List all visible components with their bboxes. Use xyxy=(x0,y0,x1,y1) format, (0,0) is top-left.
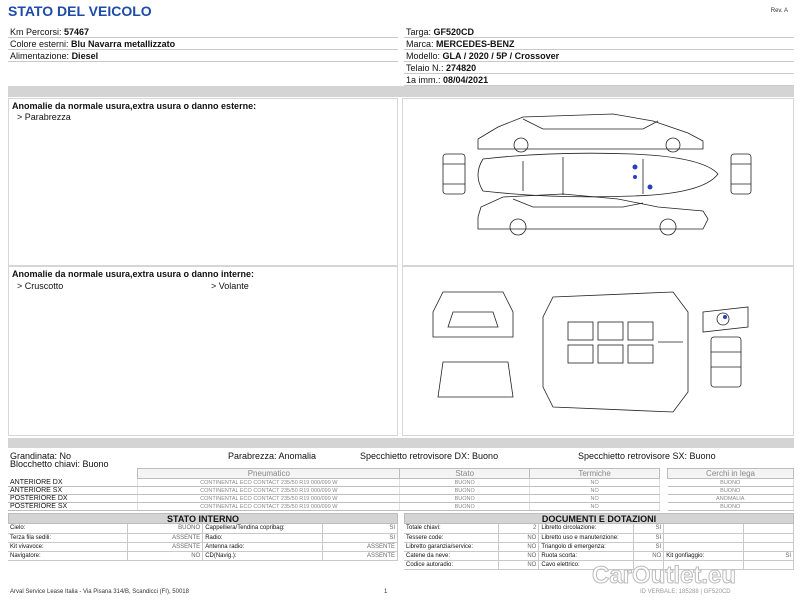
revision-label: Rev. A xyxy=(770,8,788,14)
tyre-row xyxy=(8,487,794,495)
documenti-value: SI xyxy=(744,551,794,560)
interior-rear-window-view xyxy=(438,362,513,397)
stato-interno-table xyxy=(8,524,398,561)
interno-row xyxy=(8,542,398,551)
tyre-stato: BUONO xyxy=(400,495,530,503)
interior-windshield-view xyxy=(433,292,513,337)
damage-marker xyxy=(723,315,727,319)
tyre-model: CONTINENTAL ECO CONTACT 235/50 R19 000/099 W xyxy=(138,479,400,487)
tyre-row xyxy=(8,495,794,503)
separator-bar xyxy=(8,438,794,448)
info-color: Colore esterni: Blu Navarra metallizzato xyxy=(8,38,398,50)
external-damage-panel xyxy=(8,98,398,266)
tyre-model: CONTINENTAL ECO CONTACT 235/50 R19 000/099 W xyxy=(138,487,400,495)
documenti-value: NO xyxy=(499,533,539,542)
tyre-termiche: NO xyxy=(530,495,660,503)
documenti-row xyxy=(404,533,794,542)
info-model: Modello: GLA / 2020 / 5P / Crossover xyxy=(404,50,794,62)
documenti-value: NO xyxy=(499,542,539,551)
tyres-header-row xyxy=(8,469,794,479)
documenti-label: Totale chiavi: xyxy=(404,524,499,533)
external-damage-item: > Parabrezza xyxy=(17,112,71,122)
documenti-value xyxy=(744,533,794,542)
car-side-view-bottom xyxy=(478,194,708,235)
footer-page: 1 xyxy=(384,589,388,595)
documenti-label: Catene da neve: xyxy=(404,551,499,560)
col-tyre: Pneumatico xyxy=(138,469,400,479)
interno-value: SI xyxy=(323,533,398,542)
documenti-value xyxy=(744,542,794,551)
documenti-value xyxy=(744,524,794,533)
documenti-label: Tessere code: xyxy=(404,533,499,542)
tyre-cerchi: BUONO xyxy=(668,487,794,495)
tyre-cerchi: ANOMALIA xyxy=(668,495,794,503)
documenti-row xyxy=(404,551,794,560)
tyre-row xyxy=(8,479,794,487)
status-grandinata: Grandinata: No xyxy=(10,451,72,461)
tyre-termiche: NO xyxy=(530,487,660,495)
documenti-row xyxy=(404,524,794,533)
stato-interno-title: STATO INTERNO xyxy=(8,513,398,524)
documenti-row xyxy=(404,542,794,551)
col-stato: Stato xyxy=(400,469,530,479)
car-rear-view xyxy=(731,154,751,194)
interior-cabin-plan-view xyxy=(543,292,688,412)
interno-label: Navigatore: xyxy=(8,551,128,560)
status-mirror-sx: Specchietto retrovisore SX: Buono xyxy=(578,451,716,461)
damage-marker xyxy=(633,175,637,179)
status-parabrezza: Parabrezza: Anomalia xyxy=(228,451,317,461)
documenti-value: NO xyxy=(634,551,664,560)
info-fuel: Alimentazione: Diesel xyxy=(8,50,398,62)
documenti-label: Cavo elettrico: xyxy=(539,560,634,569)
tyre-cerchi: BUONO xyxy=(668,503,794,511)
tyre-position: ANTERIORE SX xyxy=(8,487,138,495)
tyre-model: CONTINENTAL ECO CONTACT 235/50 R19 000/099 W xyxy=(138,495,400,503)
interno-row xyxy=(8,524,398,533)
damage-marker xyxy=(633,165,638,170)
interno-label: Kit vivavoce: xyxy=(8,542,128,551)
tyre-stato: BUONO xyxy=(400,479,530,487)
interno-value: BUONO xyxy=(128,524,203,533)
status-mirror-dx: Specchietto retrovisore DX: Buono xyxy=(360,451,499,461)
tyre-position: ANTERIORE DX xyxy=(8,479,138,487)
exterior-car-diagram xyxy=(402,98,794,266)
documenti-value: SI xyxy=(634,524,664,533)
interno-label: Terza fila sedili: xyxy=(8,533,128,542)
documenti-title: DOCUMENTI E DOTAZIONI xyxy=(404,513,794,524)
interno-value: ASSENTE xyxy=(323,551,398,560)
stato-interno-section xyxy=(8,513,398,561)
documenti-value: SI xyxy=(634,542,664,551)
tyre-position: POSTERIORE SX xyxy=(8,503,138,511)
page-title: STATO DEL VEICOLO xyxy=(8,3,152,19)
col-cerchi: Cerchi in lega xyxy=(668,469,794,479)
tyre-termiche: NO xyxy=(530,479,660,487)
car-front-view xyxy=(443,154,465,194)
tyres-table xyxy=(8,468,794,511)
documenti-label: Ruota scorta: xyxy=(539,551,634,560)
info-brand: Marca: MERCEDES-BENZ xyxy=(404,38,794,50)
documenti-label: Kit gonfiaggio: xyxy=(664,551,744,560)
info-chassis: Telaio N.: 274820 xyxy=(404,62,794,74)
tyre-termiche: NO xyxy=(530,503,660,511)
info-plate: Targa: GF520CD xyxy=(404,26,794,38)
tyre-cerchi: BUONO xyxy=(668,479,794,487)
interior-dashboard-view xyxy=(703,307,748,387)
interior-diagram-svg xyxy=(403,267,793,435)
documenti-label: Triangolo di emergenza: xyxy=(539,542,634,551)
tyre-model: CONTINENTAL ECO CONTACT 235/50 R19 000/099 W xyxy=(138,503,400,511)
tyre-position: POSTERIORE DX xyxy=(8,495,138,503)
interior-car-diagram xyxy=(402,266,794,436)
car-side-view-top xyxy=(478,114,703,152)
interno-label: Cielo: xyxy=(8,524,128,533)
internal-damage-item: > Cruscotto xyxy=(17,281,64,291)
col-termiche: Termiche xyxy=(530,469,660,479)
documenti-value: NO xyxy=(499,551,539,560)
documenti-label: Libretto uso e manutenzione: xyxy=(539,533,634,542)
interno-value: ASSENTE xyxy=(128,533,203,542)
vehicle-info-left xyxy=(8,26,398,62)
info-registration: 1a imm.: 08/04/2021 xyxy=(404,74,794,86)
documenti-value: SI xyxy=(634,533,664,542)
interno-row xyxy=(8,551,398,560)
interno-label: Radio: xyxy=(203,533,323,542)
exterior-diagram-svg xyxy=(403,99,793,265)
status-keys: Blocchetto chiavi: Buono xyxy=(10,459,109,469)
interno-label: Cappelliera/Tendina copribag: xyxy=(203,524,323,533)
interno-label: CD(Navig.): xyxy=(203,551,323,560)
vehicle-info-right xyxy=(404,26,794,86)
documenti-value: 2 xyxy=(499,524,539,533)
footer-id: ID VERBALE: 185288 | GF520CD xyxy=(640,589,731,595)
tyre-stato: BUONO xyxy=(400,487,530,495)
interno-value: NO xyxy=(128,551,203,560)
interno-value: ASSENTE xyxy=(128,542,203,551)
external-damage-title: Anomalie da normale usura,extra usura o danno esterne: xyxy=(12,101,257,111)
info-km: Km Percorsi: 57467 xyxy=(8,26,398,38)
documenti-label xyxy=(664,542,744,551)
internal-damage-title: Anomalie da normale usura,extra usura o danno interne: xyxy=(12,269,255,279)
tyre-stato: BUONO xyxy=(400,503,530,511)
documenti-value: NO xyxy=(499,560,539,569)
documenti-label: Libretto circolazione: xyxy=(539,524,634,533)
interno-value: ASSENTE xyxy=(323,542,398,551)
documenti-label: Libretto garanzia/service: xyxy=(404,542,499,551)
documenti-value xyxy=(744,560,794,569)
footer-company: Arval Service Lease Italia - Via Pisana 314/B, Scandicci (FI), 50018 xyxy=(10,589,189,595)
documenti-label: Codice autoradio: xyxy=(404,560,499,569)
separator-bar xyxy=(8,86,794,97)
watermark-logo: CarOutlet.eu xyxy=(592,562,737,589)
internal-damage-panel xyxy=(8,266,398,436)
documenti-label xyxy=(664,524,744,533)
internal-damage-item: > Volante xyxy=(211,281,249,291)
documenti-label xyxy=(664,533,744,542)
interno-label: Antenna radio: xyxy=(203,542,323,551)
car-top-view xyxy=(478,153,718,197)
tyre-row xyxy=(8,503,794,511)
interno-row xyxy=(8,533,398,542)
damage-marker xyxy=(648,185,653,190)
interno-value: SI xyxy=(323,524,398,533)
